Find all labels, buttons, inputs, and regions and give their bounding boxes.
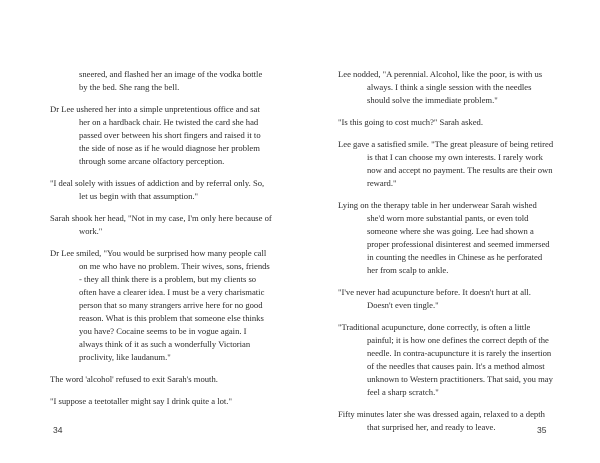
right-page-text — [338, 68, 554, 443]
left-paragraph-5: The word 'alcohol' refused to exit Sarah's mouth. — [50, 374, 218, 384]
left-paragraph-4: Dr Lee smiled, "You would be surprised how many people call on me who have no problem. Their wives, sons, friends - they all think there is a problem, but my clients so often have a clearer idea. I must be a very charismatic person that so many strangers arrive here for no good reason. What is this problem that someone else thinks you have? Cocaine seems to be in vogue again. I always think of it as such a wonderfully Victorian proclivity, like laudanum." — [50, 248, 270, 362]
right-page-number: 35 — [537, 425, 547, 435]
right-paragraph-3: Lee gave a satisfied smile. "The great pleasure of being retired is that I can choose my own interests. I rarely work now and accept no payment. The results are their own reward." — [338, 139, 554, 188]
right-paragraph-2: "Is this going to cost much?" Sarah asked. — [338, 117, 483, 127]
left-page-text — [50, 68, 272, 417]
right-paragraph-7: Fifty minutes later she was dressed again, relaxed to a depth that surprised her, and ready to leave. — [338, 409, 545, 432]
left-page-number: 34 — [53, 425, 63, 435]
left-paragraph-3: Sarah shook her head, "Not in my case, I'm only here because of work." — [50, 213, 272, 236]
right-paragraph-1: Lee nodded, "A perennial. Alcohol, like the poor, is with us always. I think a single session with the needles should solve the immediate problem." — [338, 69, 543, 105]
right-paragraph-6: "Traditional acupuncture, done correctly, is often a little painful; it is how one defines the correct depth of the needle. In contra-acupuncture it is rarely the insertion of the needles that causes pain. It's a method almost unknown to Western practitioners. That said, you may feel a sharp scratch." — [338, 322, 553, 397]
right-paragraph-5: "I've never had acupuncture before. It doesn't hurt at all. Doesn't even tingle." — [338, 287, 531, 310]
left-paragraph-2: "I deal solely with issues of addiction and by referral only. So, let us begin with that assumption." — [50, 178, 265, 201]
left-continuation: sneered, and flashed her an image of the vodka bottle by the bed. She rang the bell. — [79, 69, 263, 92]
right-paragraph-4: Lying on the therapy table in her underwear Sarah wished she'd worn more substantial pants, or even told someone where she was going. Lee had shown a proper professional disinterest and seemed immersed in counting the needles in Chinese as he perforated her from scalp to ankle. — [338, 200, 550, 275]
left-paragraph-1: Dr Lee ushered her into a simple unpretentious office and sat her on a hardback chair. He twisted the card she had passed over between his short fingers and raised it to the side of nose as if he would diagnose her problem through some arcane olfactory perception. — [50, 104, 261, 166]
left-paragraph-6: "I suppose a teetotaller might say I drink quite a lot." — [50, 396, 232, 406]
